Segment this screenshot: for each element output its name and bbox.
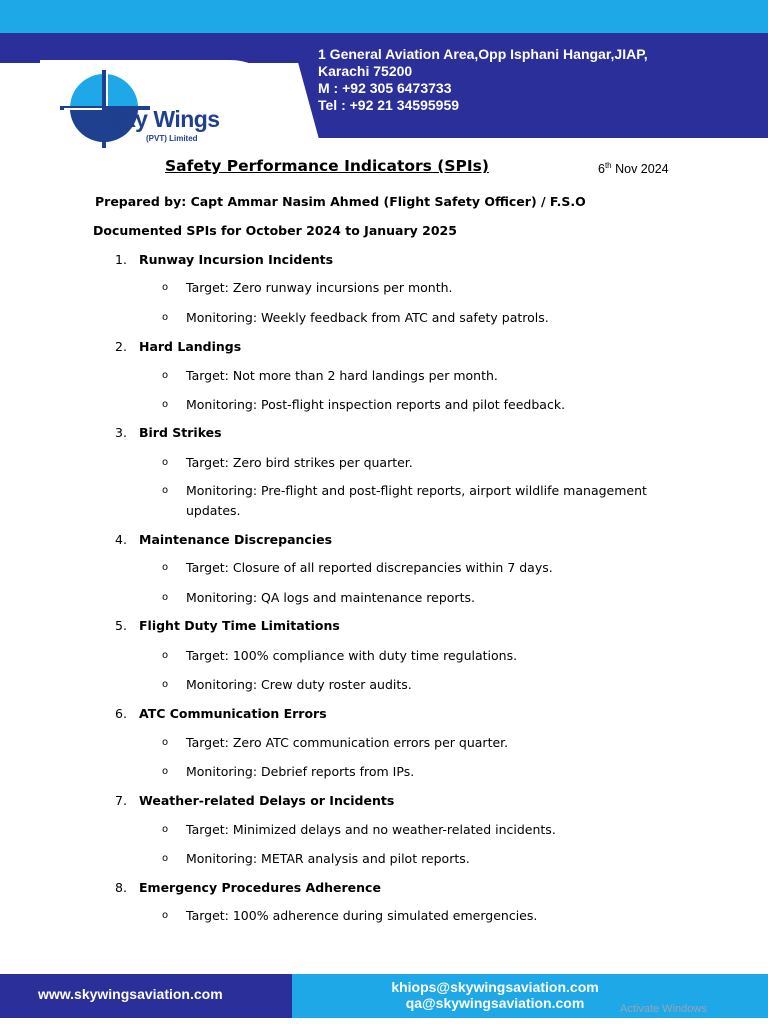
spi-item-3-monitoring: o Monitoring: Pre-flight and post-flight reports, airport wildlife management updates. xyxy=(162,483,647,518)
spi-item-7-monitoring: o Monitoring: METAR analysis and pilot reports. xyxy=(162,851,470,866)
logo-wordmark: Sky Wings xyxy=(108,106,220,132)
spi-item-1-heading: 1. Runway Incursion Incidents xyxy=(115,252,334,267)
footer-emails xyxy=(380,979,610,1011)
spi-item-6-monitoring: o Monitoring: Debrief reports from IPs. xyxy=(162,764,415,779)
spi-item-4-target: o Target: Closure of all reported discrepancies within 7 days. xyxy=(162,560,553,575)
spi-item-8-target: o Target: 100% adherence during simulated emergencies. xyxy=(162,908,538,923)
documented-period: Documented SPIs for October 2024 to January 2025 xyxy=(93,223,457,238)
footer-email-qa[interactable]: qa@skywingsaviation.com xyxy=(405,995,585,1011)
spi-item-5-heading: 5. Flight Duty Time Limitations xyxy=(115,618,340,633)
spi-item-5-target: o Target: 100% compliance with duty time regulations. xyxy=(162,648,518,663)
logo-subtitle: (PVT) Limited xyxy=(146,134,198,143)
footer-website-link[interactable]: www.skywingsaviation.com xyxy=(38,986,223,1002)
address-line-2: Karachi 75200 xyxy=(318,63,413,79)
spi-item-7-heading: 7. Weather-related Delays or Incidents xyxy=(115,793,395,808)
spi-item-2-monitoring: o Monitoring: Post-flight inspection reports and pilot feedback. xyxy=(162,397,566,412)
spi-item-5-monitoring: o Monitoring: Crew duty roster audits. xyxy=(162,677,412,692)
spi-item-2-heading: 2. Hard Landings xyxy=(115,339,242,354)
spi-item-7-target: o Target: Minimized delays and no weather-related incidents. xyxy=(162,822,556,837)
company-address xyxy=(318,46,648,114)
document-date: 6th Nov 2024 xyxy=(598,161,669,177)
prepared-by: Prepared by: Capt Ammar Nasim Ahmed (Flight Safety Officer) / F.S.O xyxy=(95,194,586,209)
spi-item-1-target: o Target: Zero runway incursions per month. xyxy=(162,280,453,295)
address-line-1: 1 General Aviation Area,Opp Isphani Hangar,JIAP, xyxy=(318,46,648,62)
header-top-stripe xyxy=(0,0,768,33)
telephone-number: Tel : +92 21 34595959 xyxy=(318,97,460,113)
spi-item-6-target: o Target: Zero ATC communication errors per quarter. xyxy=(162,735,509,750)
spi-item-1-monitoring: o Monitoring: Weekly feedback from ATC and safety patrols. xyxy=(162,310,549,325)
spi-item-4-heading: 4. Maintenance Discrepancies xyxy=(115,532,333,547)
spi-item-4-monitoring: o Monitoring: QA logs and maintenance reports. xyxy=(162,590,475,605)
spi-item-2-target: o Target: Not more than 2 hard landings per month. xyxy=(162,368,498,383)
spi-item-3-target: o Target: Zero bird strikes per quarter. xyxy=(162,455,413,470)
activate-windows-watermark: Activate Windows xyxy=(620,1003,707,1015)
page-title: Safety Performance Indicators (SPIs) xyxy=(165,157,489,175)
spi-item-6-heading: 6. ATC Communication Errors xyxy=(115,706,327,721)
footer-email-khiops[interactable]: khiops@skywingsaviation.com xyxy=(391,979,599,995)
spi-item-8-heading: 8. Emergency Procedures Adherence xyxy=(115,880,381,895)
header-navy-strip xyxy=(0,33,300,63)
mobile-number: M : +92 305 6473733 xyxy=(318,80,452,96)
spi-item-3-heading: 3. Bird Strikes xyxy=(115,425,222,440)
